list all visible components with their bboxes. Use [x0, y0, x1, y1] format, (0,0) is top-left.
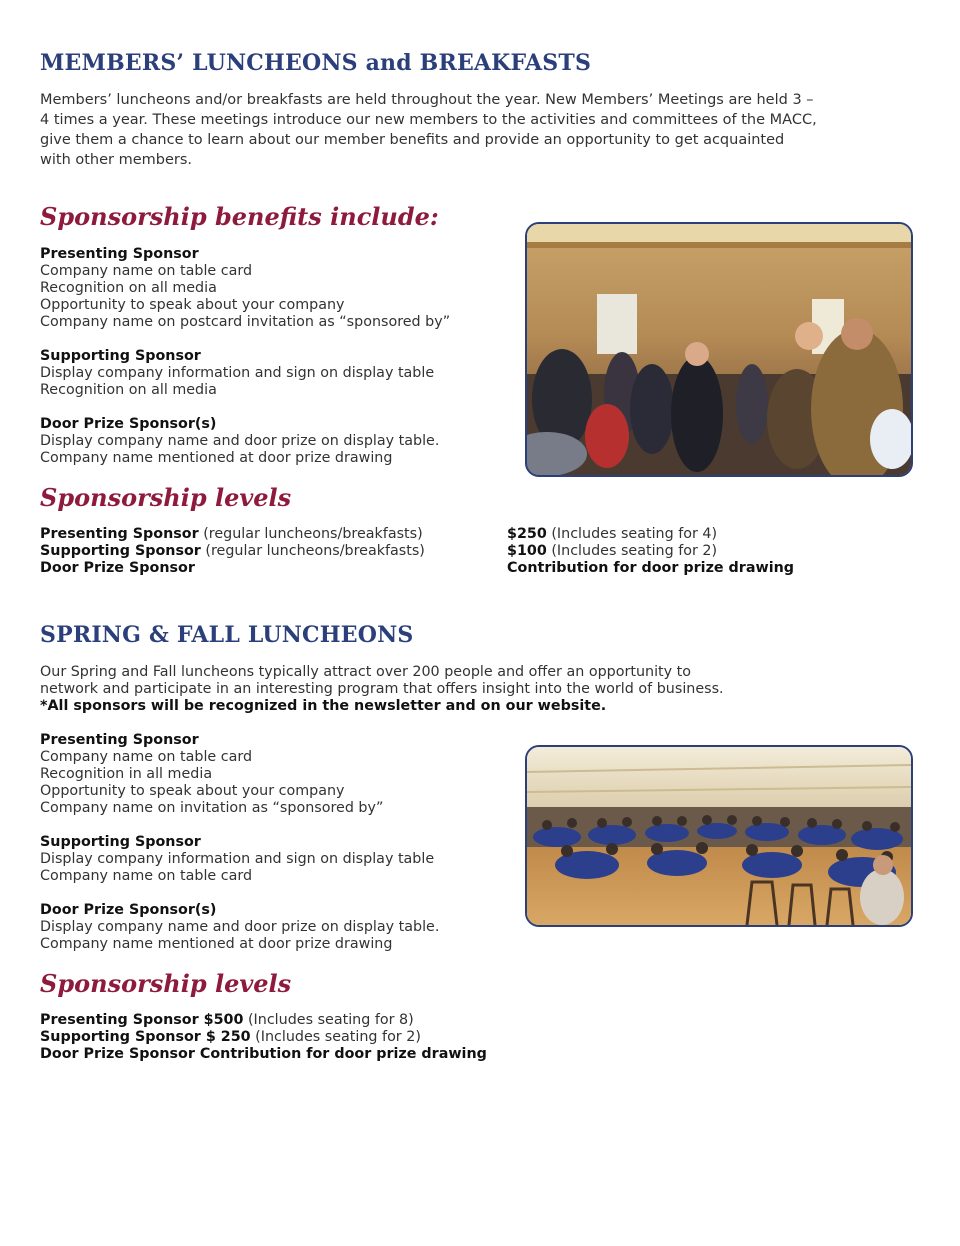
benefit-item: Recognition on all media — [40, 280, 217, 296]
intro-bold-note: *All sponsors will be recognized in the newsletter and on our website. — [40, 698, 607, 714]
benefit-item: Company name on table card — [40, 263, 253, 279]
level-row — [40, 526, 500, 543]
benefit-item: Company name on postcard invitation as “sponsored by” — [40, 314, 451, 330]
level-price-row — [507, 526, 907, 543]
benefit-group-presenting — [40, 246, 510, 331]
level-row — [40, 560, 500, 577]
benefit-item: Display company name and door prize on display table. — [40, 433, 440, 449]
level-row — [40, 543, 500, 560]
level-price: Contribution for door prize drawing — [507, 560, 795, 576]
section1-intro — [40, 90, 920, 170]
level-row — [40, 1046, 640, 1063]
benefit-title: Presenting Sponsor — [40, 732, 199, 748]
benefit-group-supporting — [40, 348, 510, 399]
intro-line: Members’ luncheons and/or breakfasts are held throughout the year. New Members’ Meetings are held 3 – — [40, 92, 814, 108]
level-price: $100 — [507, 543, 547, 559]
level-name: Supporting Sponsor — [40, 543, 201, 559]
banquet-hall-photo — [525, 745, 913, 927]
section2-levels-heading: Sponsorship levels — [40, 969, 292, 998]
level-note: (regular luncheons/breakfasts) — [200, 543, 425, 559]
section1-levels-names — [40, 526, 500, 577]
level-price-note: (Includes seating for 2) — [546, 543, 718, 559]
level-price-note: (Includes seating for 4) — [546, 526, 718, 542]
benefit-item: Opportunity to speak about your company — [40, 297, 345, 313]
level-name: Door Prize Sponsor — [40, 560, 195, 576]
benefit-group-door-prize — [40, 416, 510, 467]
benefit-item: Company name on table card — [40, 868, 253, 884]
benefit-title: Door Prize Sponsor(s) — [40, 902, 217, 918]
benefit-item: Display company name and door prize on display table. — [40, 919, 440, 935]
section2-intro — [40, 664, 920, 715]
level-price: $250 — [507, 526, 547, 542]
level-row — [40, 1012, 640, 1029]
benefit-group-door-prize — [40, 902, 510, 953]
section1-benefits-list — [40, 246, 510, 467]
benefit-title: Supporting Sponsor — [40, 348, 201, 364]
section2-title: SPRING & FALL LUNCHEONS — [40, 622, 414, 648]
level-note: (Includes seating for 8) — [243, 1012, 414, 1028]
benefit-title: Presenting Sponsor — [40, 246, 199, 262]
benefit-item: Company name on table card — [40, 749, 253, 765]
level-price-row — [507, 560, 907, 577]
section1-title: MEMBERS’ LUNCHEONS and BREAKFASTS — [40, 50, 592, 76]
level-name-price: Door Prize Sponsor Contribution for door prize drawing — [40, 1046, 487, 1062]
level-name-price: Presenting Sponsor $500 — [40, 1012, 244, 1028]
section1-levels-prices — [507, 526, 907, 577]
benefit-title: Door Prize Sponsor(s) — [40, 416, 217, 432]
benefit-item: Company name mentioned at door prize drawing — [40, 936, 393, 952]
section1-levels-heading: Sponsorship levels — [40, 483, 292, 512]
benefit-title: Supporting Sponsor — [40, 834, 201, 850]
benefit-item: Company name on invitation as “sponsored by” — [40, 800, 384, 816]
benefit-item: Recognition in all media — [40, 766, 213, 782]
intro-line: with other members. — [40, 152, 193, 168]
intro-line: network and participate in an interesting program that offers insight into the world of business. — [40, 681, 724, 697]
intro-line: give them a chance to learn about our member benefits and provide an opportunity to get acquainted — [40, 132, 785, 148]
intro-line: 4 times a year. These meetings introduce our new members to the activities and committees of the MACC, — [40, 112, 817, 128]
benefit-item: Recognition on all media — [40, 382, 217, 398]
benefit-item: Display company information and sign on display table — [40, 365, 435, 381]
level-note: (regular luncheons/breakfasts) — [198, 526, 423, 542]
section2-levels-list — [40, 1012, 640, 1063]
benefit-group-supporting — [40, 834, 510, 885]
benefit-item: Company name mentioned at door prize drawing — [40, 450, 393, 466]
level-price-row — [507, 543, 907, 560]
level-row — [40, 1029, 640, 1046]
benefit-item: Display company information and sign on display table — [40, 851, 435, 867]
intro-line: Our Spring and Fall luncheons typically attract over 200 people and offer an opportunity to — [40, 664, 692, 680]
level-name: Presenting Sponsor — [40, 526, 199, 542]
benefit-group-presenting — [40, 732, 510, 817]
benefit-item: Opportunity to speak about your company — [40, 783, 345, 799]
networking-event-photo — [525, 222, 913, 477]
section2-benefits-list — [40, 732, 510, 953]
section1-benefits-heading: Sponsorship benefits include: — [40, 202, 439, 231]
level-name-price: Supporting Sponsor $ 250 — [40, 1029, 251, 1045]
level-note: (Includes seating for 2) — [250, 1029, 421, 1045]
